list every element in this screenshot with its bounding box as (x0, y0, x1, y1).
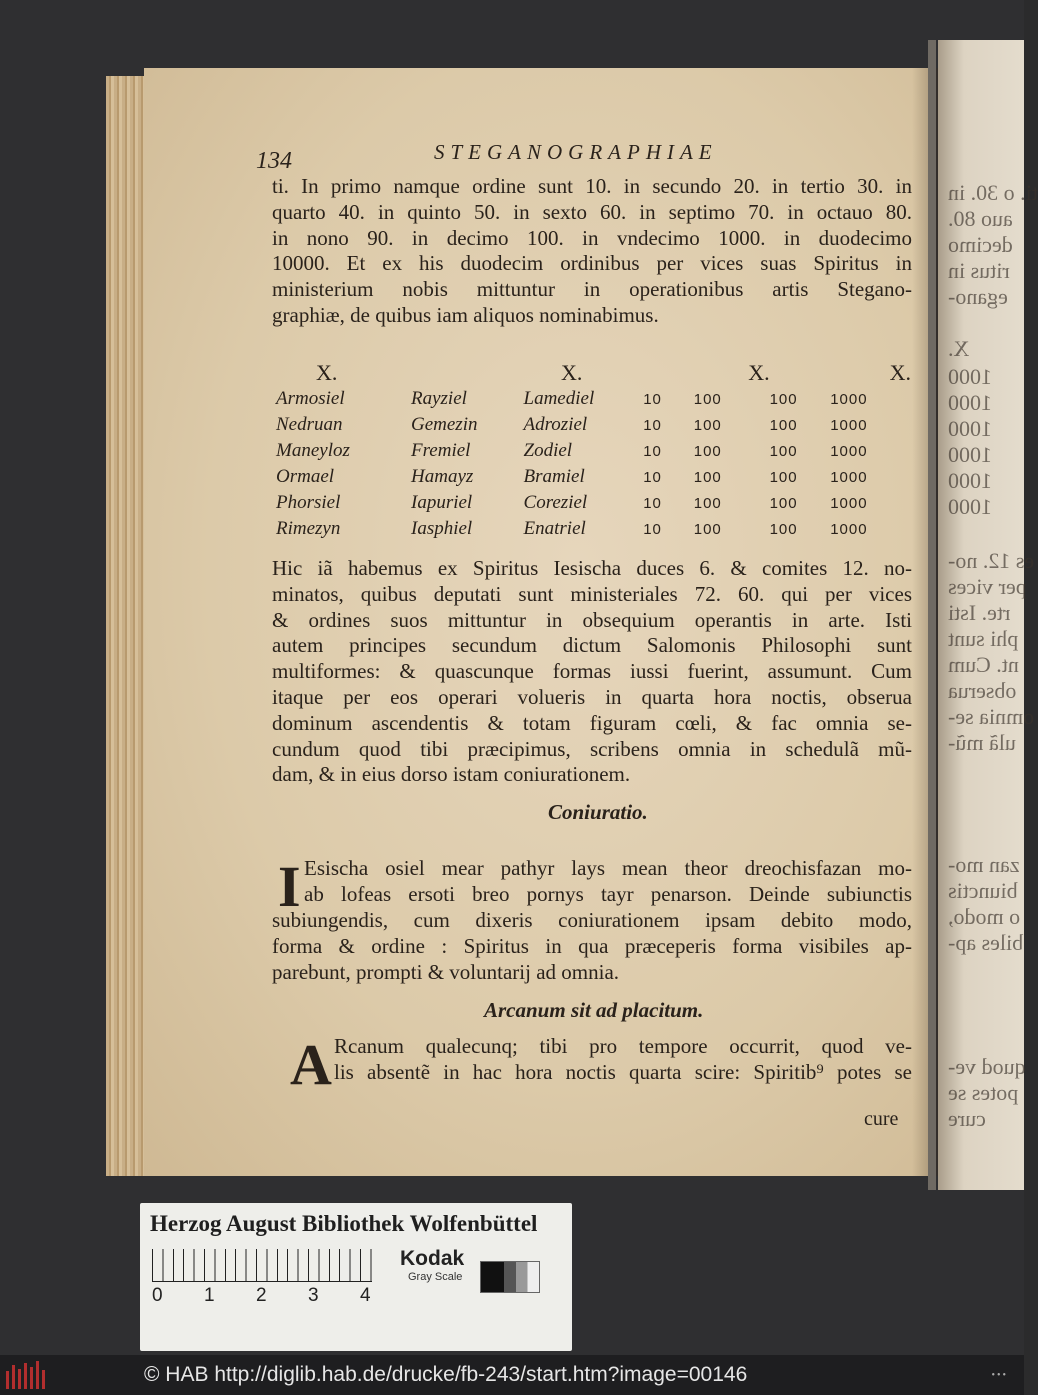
table-header-row (276, 360, 911, 386)
table-cell: 100 (693, 442, 722, 460)
color-target-card (140, 1203, 572, 1351)
text-line: cundum quod tibi præcipimus, scribens omnia in schedulã mũ- (272, 736, 912, 761)
more-icon[interactable]: ••• (991, 1370, 1008, 1381)
table-cell: 10 (643, 520, 662, 538)
table-cell: 1000 (830, 416, 868, 434)
coniuratio-paragraph (304, 856, 912, 908)
showthrough-text: ulã mũ- (948, 730, 1016, 755)
heading-coniuratio: Coniuratio. (548, 800, 648, 824)
column-header: X. (316, 360, 338, 385)
text-line: forma & ordine : Spiritus in qua præceperis forma visibiles ap- (272, 933, 912, 958)
showthrough-text: biles ap- (948, 930, 1024, 955)
showthrough-text: X. (948, 336, 970, 361)
table-cell: Bramiel (523, 466, 585, 487)
gray-scale-swatch (480, 1261, 540, 1293)
ruler-scale (152, 1249, 372, 1282)
table-cell: Armosiel (276, 388, 345, 409)
hab-logo-icon (6, 1361, 46, 1389)
arcanum-paragraph (334, 1034, 912, 1086)
table-cell: Enatriel (523, 518, 586, 539)
showthrough-text: quod ve- (948, 1054, 1026, 1079)
table-row (276, 516, 911, 542)
table-cell: 1000 (830, 494, 868, 512)
table-cell: 100 (693, 494, 722, 512)
table-cell: 1000 (830, 468, 868, 486)
showthrough-text: biunctis (948, 878, 1018, 903)
table-cell: Rayziel (411, 388, 467, 409)
page-number: 134 (256, 148, 292, 174)
showthrough-text: zan mo- (948, 852, 1020, 877)
table-cell: 100 (693, 390, 722, 408)
table-cell: Iapuriel (411, 492, 473, 513)
table-row (276, 490, 911, 516)
table-cell: Maneyloz (276, 440, 350, 461)
table-cell: 100 (769, 494, 798, 512)
text-line: Rcanum qualecunq; tibi pro tempore occurrit, quod ve- (334, 1034, 912, 1058)
showthrough-text: 1000 (948, 416, 992, 441)
kodak-brand: Kodak (400, 1247, 465, 1270)
table-row (276, 464, 911, 490)
table-cell: 10 (643, 442, 662, 460)
catchword: cure (864, 1108, 899, 1130)
text-line: Esischa osiel mear pathyr lays mean theor dreochisfazan mo- (304, 856, 912, 880)
column-header: X. (561, 360, 583, 385)
table-cell: 1000 (830, 442, 868, 460)
table-cell: Zodiel (523, 440, 573, 461)
spirit-names-table (276, 360, 911, 542)
showthrough-text: 1000 (948, 390, 992, 415)
showthrough-text: cure (948, 1106, 986, 1131)
text-line: ministerium nobis mittuntur in operationibus artis Stegano- (272, 277, 912, 302)
text-line: autem principes secundum dictum Salomonis Philosophi sunt (272, 633, 912, 658)
table-row (276, 386, 911, 412)
text-line: parebunt, prompti & voluntarij ad omnia. (272, 959, 620, 984)
table-cell: 10 (643, 416, 662, 434)
table-row (276, 412, 911, 438)
table-cell: 100 (769, 520, 798, 538)
text-line: ab lofeas ersoti breo pornys tayr penarson. Deinde subiunctis (304, 881, 912, 906)
table-cell: Hamayz (411, 466, 474, 487)
table-cell: 1000 (830, 520, 868, 538)
showthrough-text: egano- (948, 284, 1008, 309)
showthrough-text: obserua (948, 678, 1017, 703)
showthrough-text: 1000 (948, 364, 992, 389)
ruler-number: 2 (256, 1285, 267, 1306)
text-line: in nono 90. in decimo 100. in vndecimo 1000. in duodecimo (272, 225, 912, 250)
table-row (276, 438, 911, 464)
table-cell: Coreziel (523, 492, 588, 513)
book-page (144, 68, 932, 1176)
facing-page-showthrough (938, 40, 1038, 1190)
ruler-number: 3 (308, 1285, 319, 1306)
column-header: X. (889, 360, 911, 385)
text-line: dam, & in eius dorso istam coniurationem. (272, 762, 631, 787)
text-line: subiungendis, cum dixeris coniurationem ipsam debito modo, (272, 908, 912, 932)
text-line: Hic iã habemus ex Spiritus Iesischa duces 6. & comites 12. no- (272, 556, 912, 580)
text-line: minatos, quibus deputati sunt ministeriales 72. 60. qui per vices (272, 581, 912, 606)
table-cell: Fremiel (411, 440, 471, 461)
coniuratio-paragraph-cont (272, 908, 912, 985)
table-cell: 100 (693, 520, 722, 538)
gray-scale-label: Gray Scale (408, 1271, 463, 1283)
table-cell: Nedruan (276, 414, 343, 435)
showthrough-text: auo 80. (948, 206, 1013, 231)
drop-cap: A (290, 1032, 332, 1097)
text-line: & ordines suos mittuntur in obsequium operantis in arte. Isti (272, 607, 912, 632)
text-line: quarto 40. in quinto 50. in sexto 60. in septimo 70. in octauo 80. (272, 199, 912, 224)
table-cell: 100 (769, 442, 798, 460)
running-head: STEGANOGRAPHIAE (434, 140, 718, 164)
table-cell: Phorsiel (276, 492, 341, 513)
showthrough-text: rte. Isti (948, 600, 1011, 625)
ruler-number: 1 (204, 1285, 215, 1306)
table-cell: 10 (643, 468, 662, 486)
table-cell: Gemezin (411, 414, 478, 435)
footer-bar (0, 1355, 1024, 1395)
text-line: lis absentẽ in hac hora noctis quarta scire: Spiritib⁹ potes se (334, 1059, 912, 1084)
table-cell: 10 (643, 390, 662, 408)
text-line: ti. In primo namque ordine sunt 10. in secundo 20. in tertio 30. in (272, 174, 912, 198)
table-cell: 100 (693, 468, 722, 486)
showthrough-text: ti. o 30. in (948, 180, 1038, 205)
table-cell: 100 (769, 390, 798, 408)
table-cell: Rimezyn (276, 518, 341, 539)
showthrough-text: per vices (948, 574, 1027, 599)
showthrough-text: decimo (948, 232, 1013, 257)
table-cell: 10 (643, 494, 662, 512)
showthrough-text: o modo, (948, 904, 1021, 929)
table-cell: 100 (693, 416, 722, 434)
text-line: 10000. Et ex his duodecim ordinibus per vices suas Spiritus in (272, 251, 912, 276)
showthrough-text: ritus in (948, 258, 1010, 283)
heading-arcanum: Arcanum sit ad placitum. (484, 998, 704, 1022)
showthrough-text: 1000 (948, 468, 992, 493)
text-line: itaque per eos operari volueris in quarta hora noctis, obserua (272, 684, 912, 709)
showthrough-text: 1000 (948, 442, 992, 467)
kodak-label (400, 1247, 464, 1283)
text-line: multiformes: & quascunque formas iussi fuerint, assumunt. Cum (272, 659, 912, 684)
showthrough-text: phi sunt (948, 626, 1019, 651)
book-fore-edge (106, 76, 146, 1176)
table-cell: Iasphiel (411, 518, 473, 539)
table-cell: Adroziel (523, 414, 588, 435)
showthrough-text: 1000 (948, 494, 992, 519)
showthrough-text: potes se (948, 1080, 1019, 1105)
institution-name: Herzog August Bibliothek Wolfenbüttel (150, 1211, 538, 1236)
table-cell: Ormael (276, 466, 335, 487)
showthrough-text: nt. Cum (948, 652, 1019, 677)
drop-cap: I (278, 854, 301, 919)
showthrough-text: omnia se- (948, 704, 1035, 729)
copyright-link[interactable]: © HAB http://diglib.hab.de/drucke/fb-243/start.htm?image=00146 (144, 1363, 748, 1386)
table-cell: 100 (769, 416, 798, 434)
table-cell: 1000 (830, 390, 868, 408)
text-line: graphiæ, de quibus iam aliquos nominabimus. (272, 302, 659, 327)
plastic-sheet-edge (928, 40, 936, 1190)
text-line: dominum ascendentis & totam figuram cœli, & fac omnia se- (272, 710, 912, 735)
ruler-number: 0 (152, 1285, 163, 1306)
table-cell: Lamediel (523, 388, 595, 409)
table-cell: 100 (769, 468, 798, 486)
showthrough-text: es 12. no- (948, 548, 1035, 573)
intro-paragraph (272, 174, 912, 329)
body-paragraph (272, 556, 912, 788)
column-header: X. (748, 360, 770, 385)
ruler-number: 4 (360, 1285, 371, 1306)
